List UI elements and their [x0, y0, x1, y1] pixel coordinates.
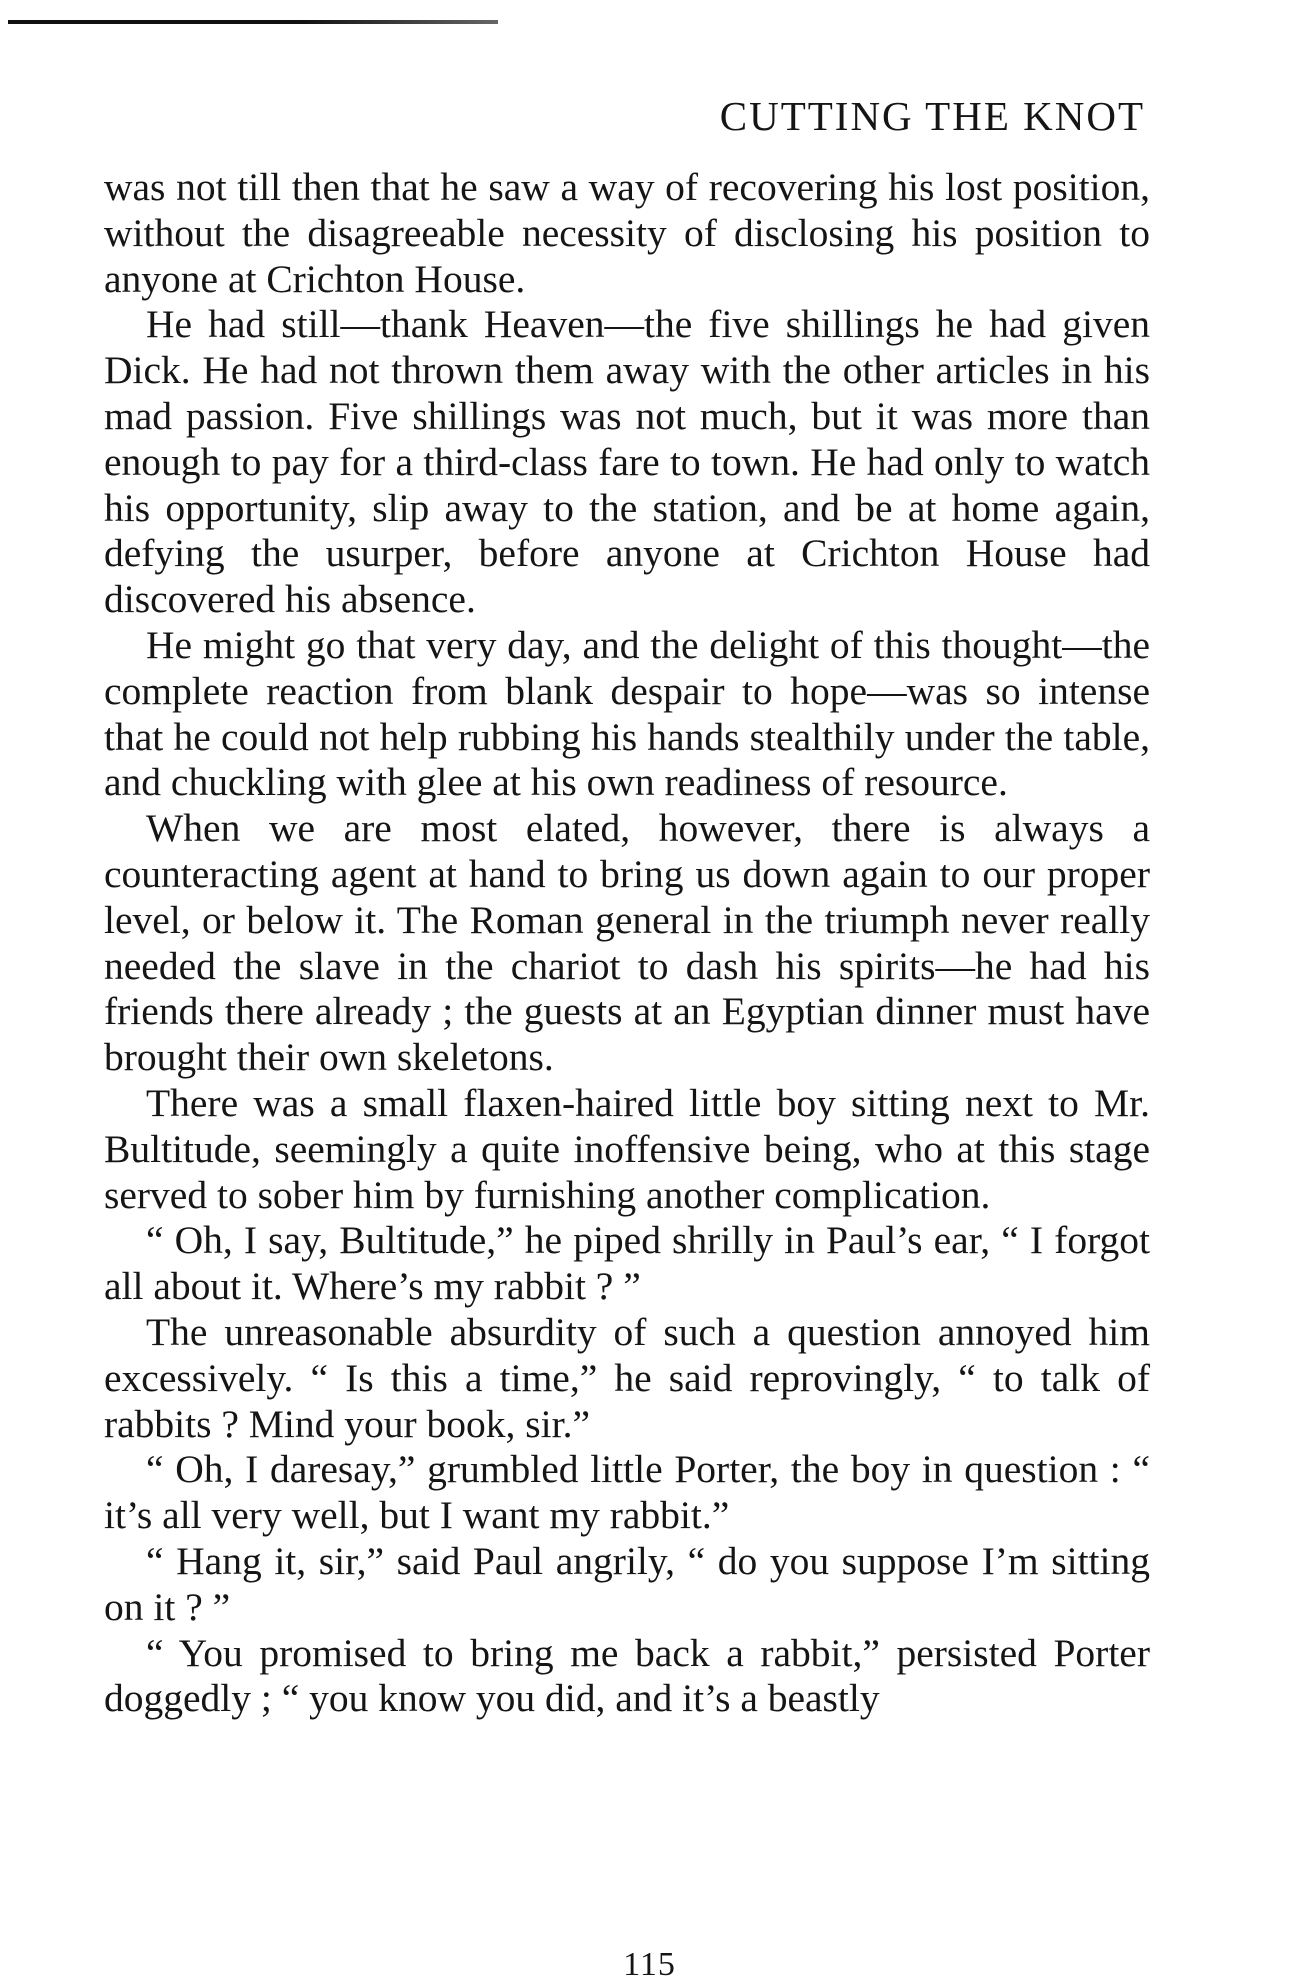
- paragraph: There was a small flaxen-haired little boy sitting next to Mr. Bultitude, seemingly a quite inoffensive being, who at this stage served to sober him by furnishing another complication.: [104, 1080, 1150, 1217]
- paragraph: When we are most elated, however, there is always a counteracting agent at hand to bring us down again to our proper level, or below it. The Roman general in the triumph never really needed the slave in the chariot to dash his spirits—he had his friends there already ; the guests at an Egyptian dinner must have brought their own skeletons.: [104, 806, 1150, 1080]
- paragraph: He had still—thank Heaven—the five shillings he had given Dick. He had not thrown them away with the other articles in his mad passion. Five shillings was not much, but it was more than enough to pay for a third-class fare to town. He had only to watch his opportunity, slip away to the station, and be at home again, defying the usurper, before anyone at Crichton House had discovered his absence.: [104, 302, 1150, 622]
- running-head: CUTTING THE KNOT: [719, 93, 1145, 139]
- paragraph: “ You promised to bring me back a rabbit,” persisted Porter doggedly ; “ you know you did, and it’s a beastly: [104, 1630, 1150, 1721]
- top-rule: [8, 20, 498, 24]
- paragraph: The unreasonable absurdity of such a question annoyed him excessively. “ Is this a time,” he said reprovingly, “ to talk of rabbits ? Mind your book, sir.”: [104, 1309, 1150, 1446]
- paragraph: “ Oh, I daresay,” grumbled little Porter, the boy in question : “ it’s all very well, but I want my rabbit.”: [104, 1447, 1150, 1538]
- paragraph: “ Oh, I say, Bultitude,” he piped shrilly in Paul’s ear, “ I forgot all about it. Where’s my rabbit ? ”: [104, 1218, 1150, 1309]
- body-text: [104, 165, 1150, 1722]
- paragraph: “ Hang it, sir,” said Paul angrily, “ do you suppose I’m sitting on it ? ”: [104, 1538, 1150, 1629]
- paragraph: He might go that very day, and the delight of this thought—the complete reaction from blank despair to hope—was so intense that he could not help rubbing his hands stealthily under the table, and chuckling with glee at his own readiness of resource.: [104, 622, 1150, 805]
- paragraph: was not till then that he saw a way of recovering his lost position, without the disagreeable necessity of disclosing his position to anyone at Crichton House.: [104, 165, 1150, 301]
- page-number: 115: [623, 1946, 676, 1983]
